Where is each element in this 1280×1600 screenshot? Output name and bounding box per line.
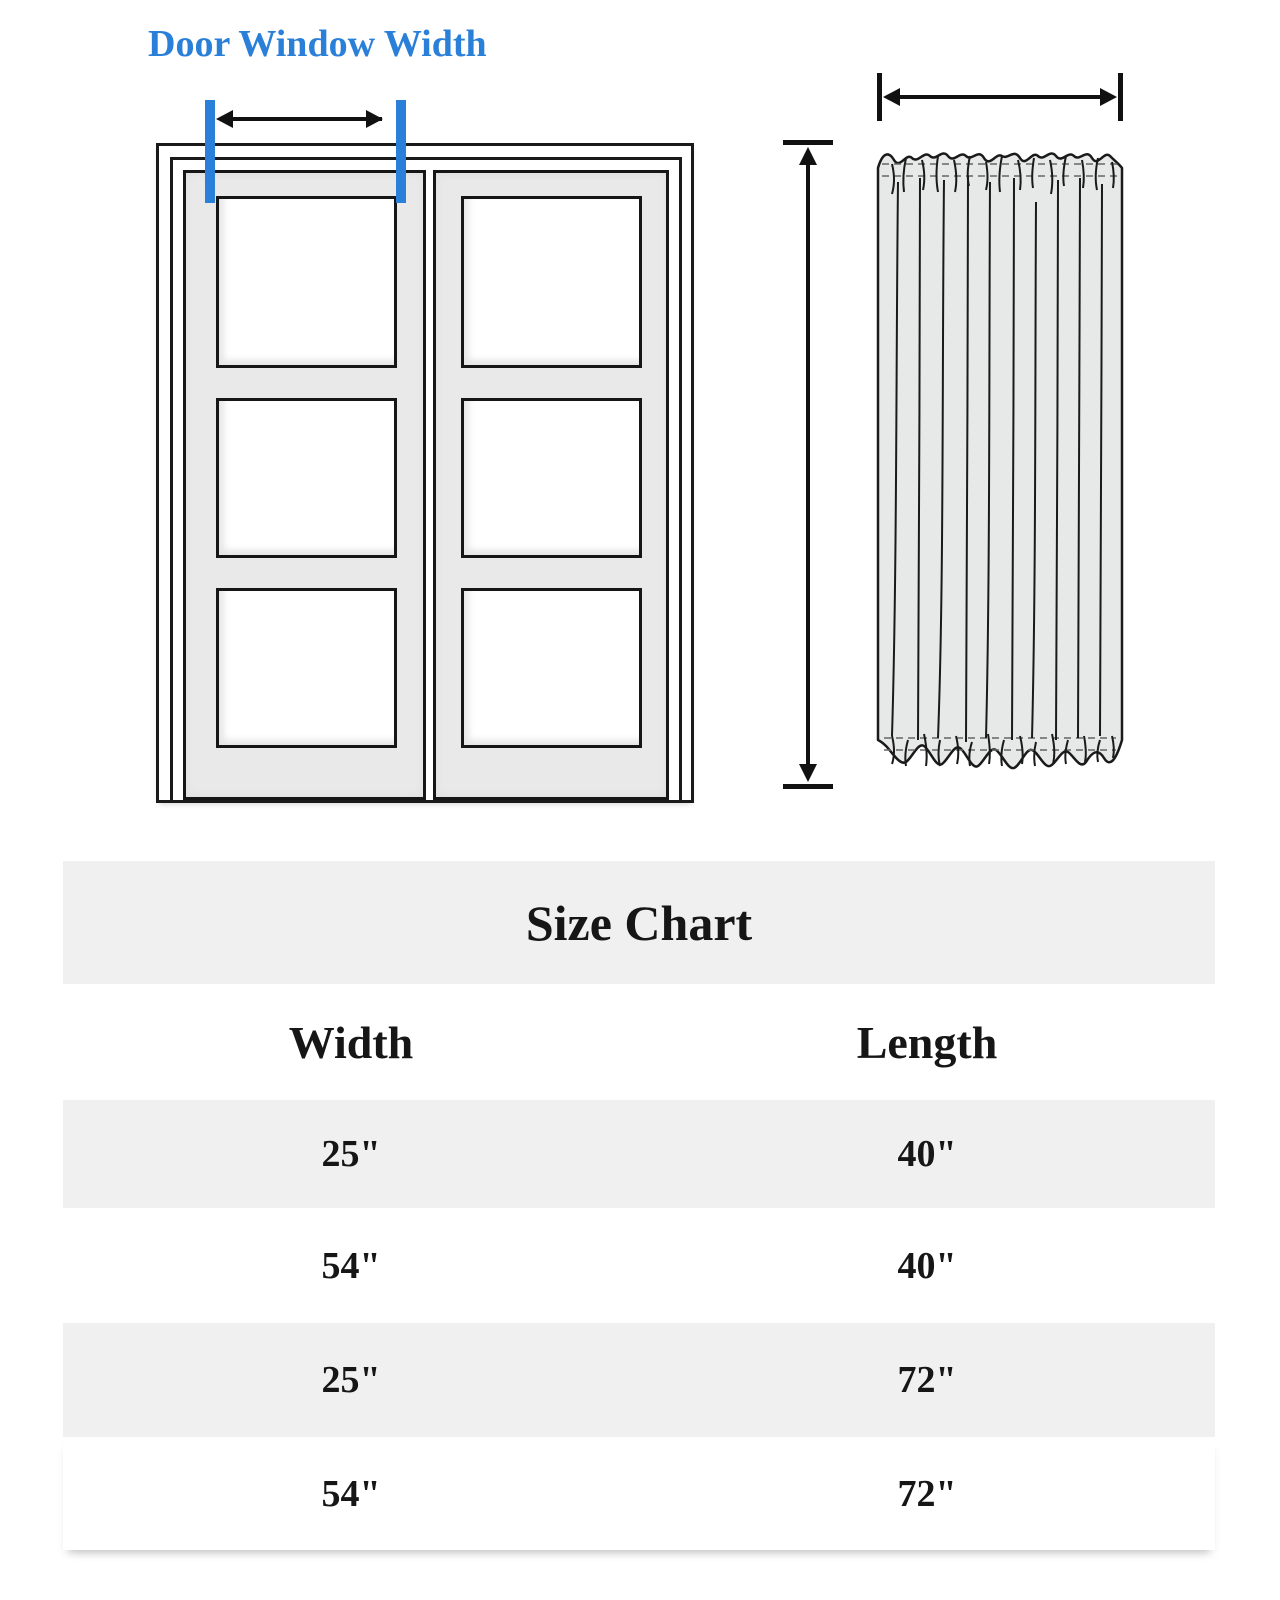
- door-pane: [461, 588, 642, 748]
- arrow-right-icon: [366, 110, 383, 128]
- arrow-left-icon: [216, 110, 233, 128]
- table-row: [63, 1208, 1215, 1323]
- size-chart-header-row: [63, 984, 1215, 1100]
- door-pane: [461, 196, 642, 368]
- length-value: 40": [897, 1244, 957, 1287]
- door-pane: [461, 398, 642, 558]
- table-row: [63, 1100, 1215, 1208]
- curtain-length-end-bar-bottom: [783, 784, 833, 789]
- table-row: [63, 1437, 1215, 1550]
- arrow-up-icon: [799, 147, 817, 165]
- width-value: 25": [321, 1359, 381, 1401]
- column-header-width: Width: [288, 1016, 414, 1068]
- window-width-marker-left-icon: [205, 100, 215, 203]
- size-chart-title-band: [63, 861, 1215, 984]
- window-width-marker-right-icon: [396, 100, 406, 203]
- length-value: 72": [897, 1472, 957, 1515]
- length-value: 72": [897, 1359, 957, 1401]
- width-value: 54": [321, 1472, 381, 1515]
- table-row: [63, 1323, 1215, 1437]
- door-pane: [216, 398, 397, 558]
- width-value: 25": [321, 1133, 381, 1175]
- arrow-left-icon: [883, 88, 900, 106]
- door-pane: [216, 588, 397, 748]
- curtain-width-end-bar-right: [1118, 73, 1123, 121]
- arrow-down-icon: [799, 764, 817, 782]
- size-chart-title: Size Chart: [525, 894, 753, 951]
- width-value: 54": [321, 1244, 381, 1287]
- arrow-right-icon: [1100, 88, 1117, 106]
- door-window-width-label: Door Window Width: [148, 23, 487, 65]
- curtain-length-end-bar-top: [783, 140, 833, 145]
- column-header-length: Length: [856, 1016, 998, 1068]
- door-width-arrow-line: [230, 117, 382, 121]
- curtain-width-end-bar-left: [877, 73, 882, 121]
- curtain-panel-sketch: [872, 140, 1128, 798]
- door-pane: [216, 196, 397, 368]
- curtain-width-arrow-line: [897, 95, 1103, 99]
- curtain-length-arrow-line: [806, 158, 810, 771]
- length-value: 40": [897, 1133, 957, 1175]
